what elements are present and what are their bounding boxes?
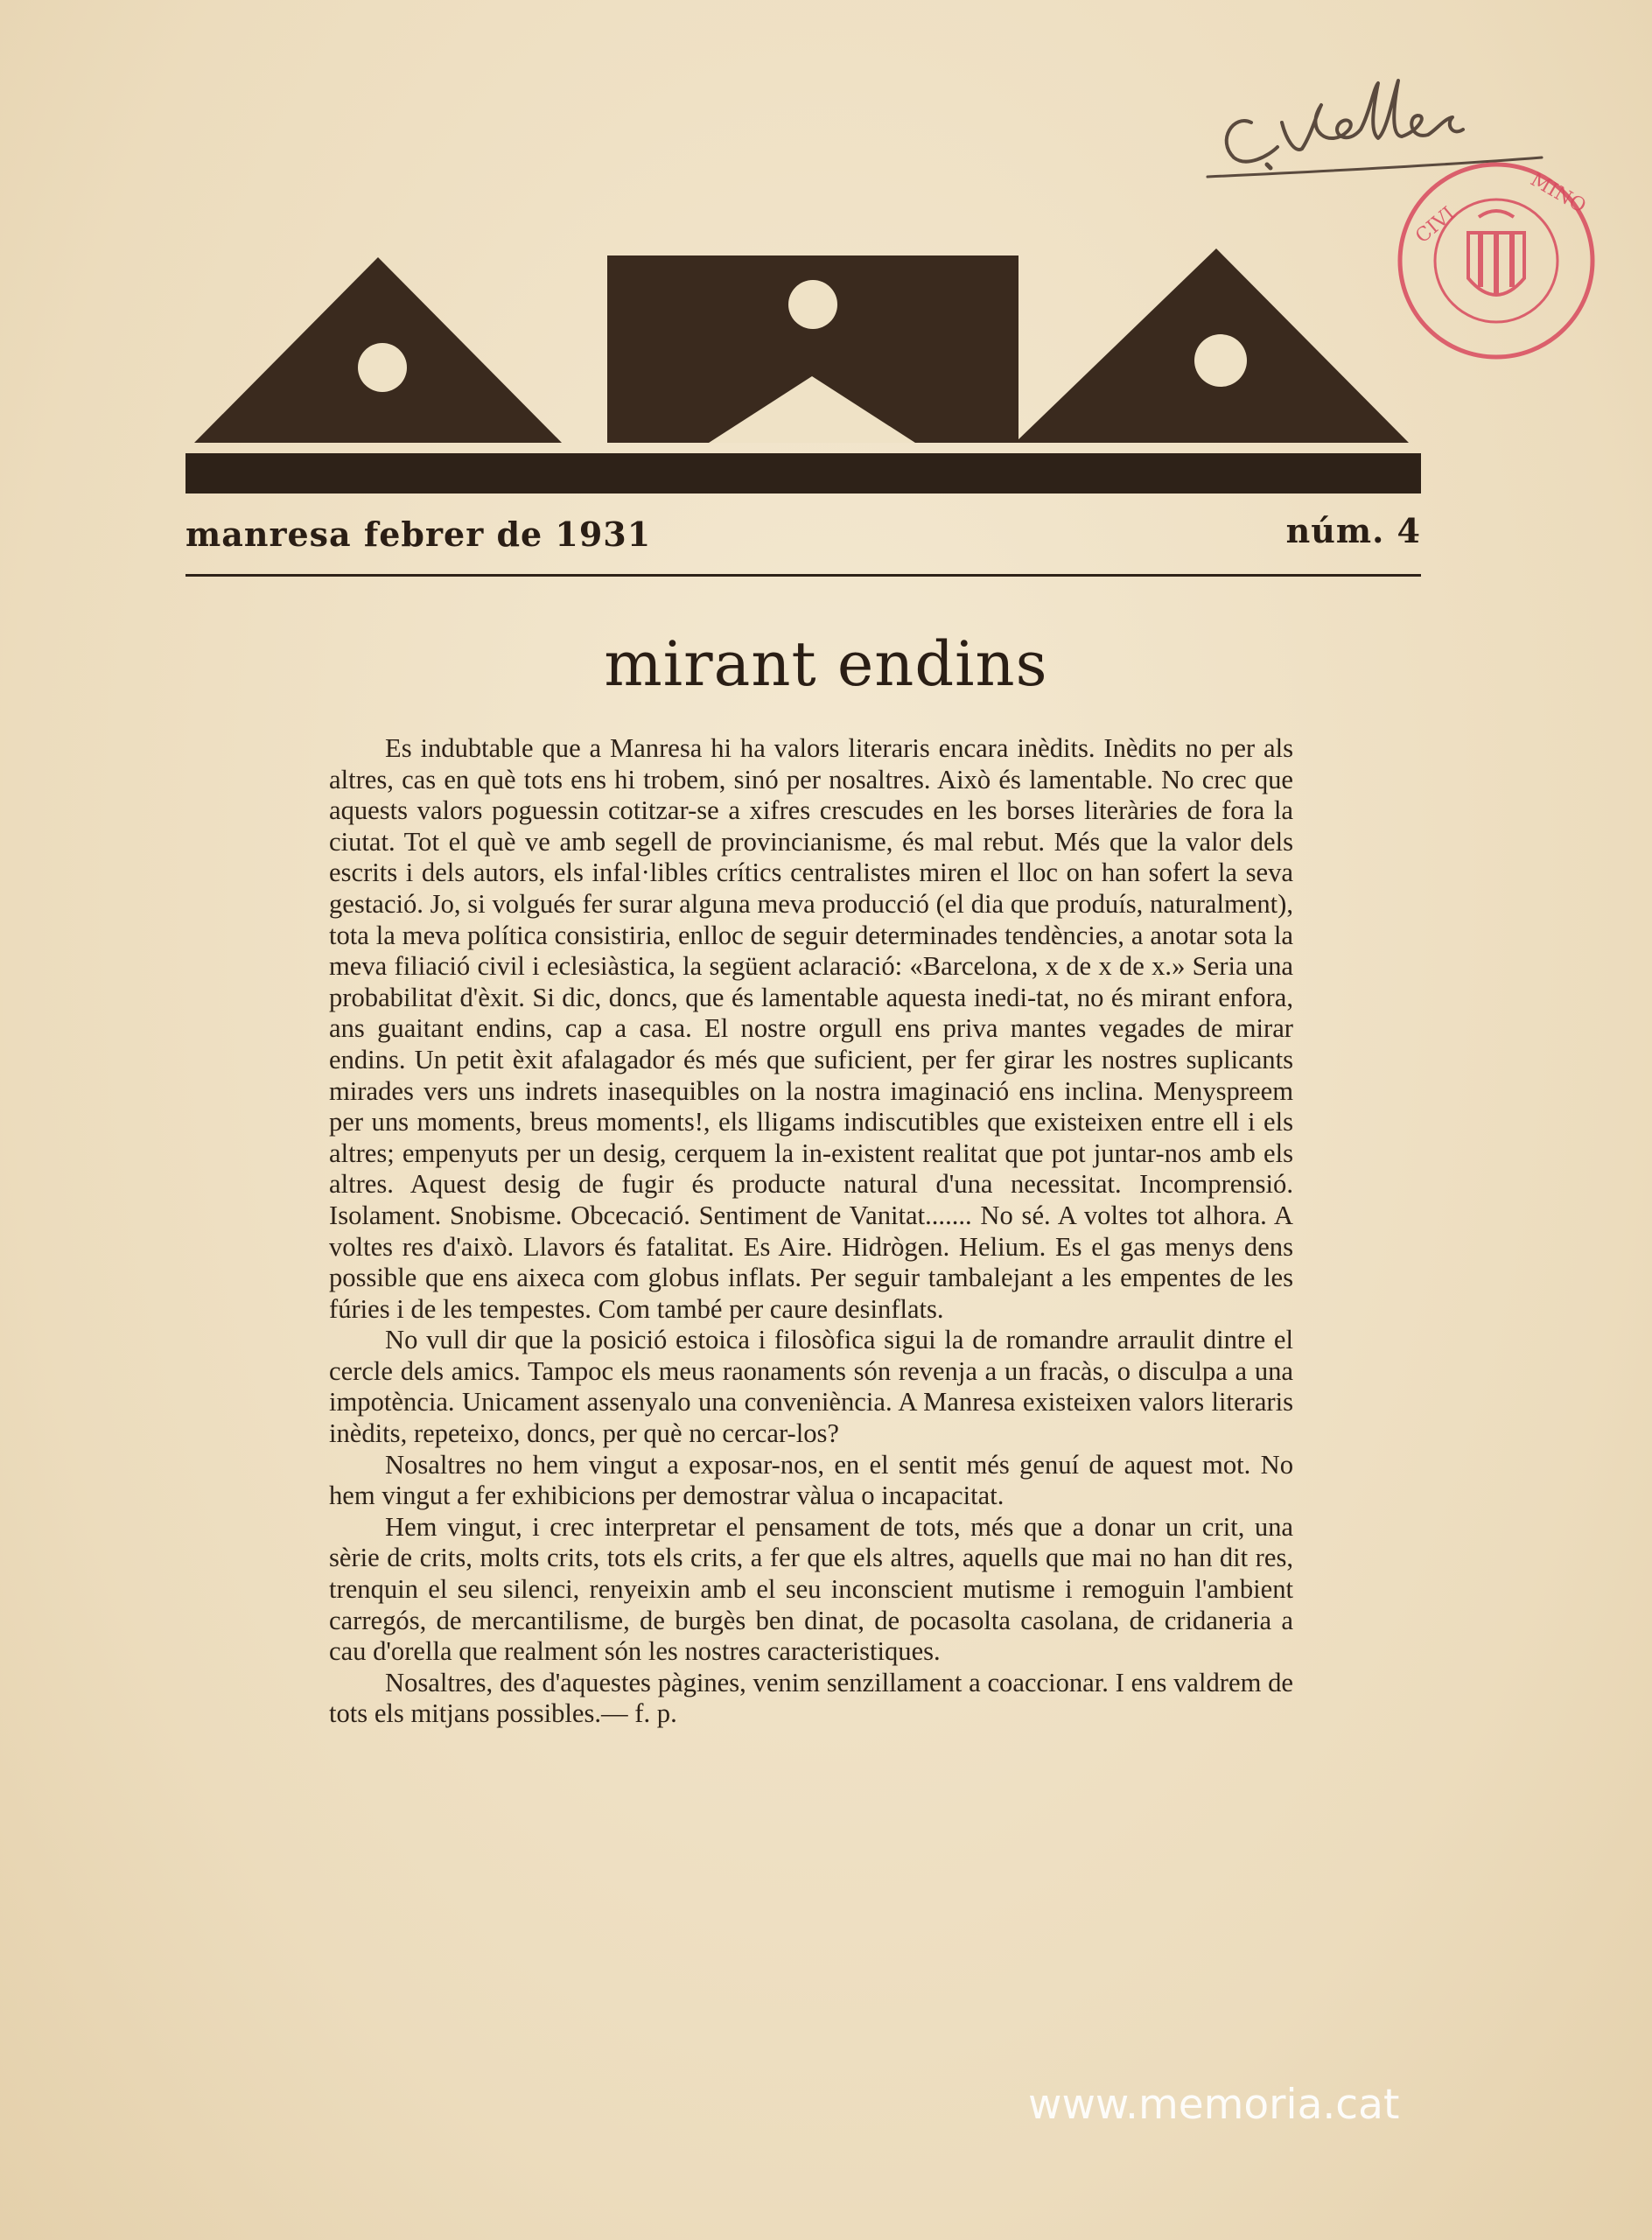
source-watermark: www.memoria.cat [1028, 2081, 1400, 2129]
issue-number: núm. 4 [1285, 511, 1421, 550]
svg-text:CIVI: CIVI [1411, 202, 1460, 248]
svg-text:MINO: MINO [1526, 168, 1590, 218]
article-body [329, 733, 1293, 1730]
article-paragraph: Nosaltres, des d'aquestes pàgines, venim senzillament a coaccionar. I ens valdrem de tots els mitjans possibles.— f. p. [329, 1667, 1293, 1729]
article-paragraph: Hem vingut, i crec interpretar el pensament de tots, més que a donar un crit, una sèrie de crits, molts crits, tots els crits, a fer que els altres, aquells que mai no han dit res, trenquin el seu silenci, renyeixin amb el seu inconscient mutisme i remoguin l'ambient carregós, de mercantilisme, de burgès ben dinat, de pocasolta casolana, de cridaneria a cau d'orella que realment són les nostres caracteristiques. [329, 1511, 1293, 1667]
header-divider [186, 574, 1421, 577]
article-title: mirant endins [604, 628, 1048, 700]
journal-logo [186, 245, 1421, 495]
library-stamp [1391, 156, 1601, 366]
article-paragraph: Nosaltres no hem vingut a exposar-nos, en el sentit més genuí de aquest mot. No hem vingut a fer exhibicions per demostrar vàlua o incapacitat. [329, 1449, 1293, 1511]
article-paragraph: No vull dir que la posició estoica i filosòfica sigui la de romandre arraulit dintre el cercle dels amics. Tampoc els meus raonaments són revenja a un fracàs, o disculpa a una impotència. Unicament assenyalo una conveniència. A Manresa existeixen valors literaris inèdits, repeteixo, doncs, per què no cercar-los? [329, 1325, 1293, 1449]
article-paragraph: Es indubtable que a Manresa hi ha valors literaris encara inèdits. Inèdits no per als altres, cas en què tots ens hi trobem, sinó per nosaltres. Això és lamentable. No crec que aquests valors poguessin cotitzar-se a xifres crescudes en les borses literàries de fora la ciutat. Tot el què ve amb segell de provincianisme, és mal rebut. Més que la valor dels escrits i dels autors, els infal·libles crítics centralistes miren el lloc on han sofert la seva gestació. Jo, si volgués fer surar alguna meva producció (el dia que produís, naturalment), tota la meva política consistiria, enlloc de seguir determinades tendències, a anotar sota la meva filiació civil i eclesiàstica, la següent aclaració: «Barcelona, x de x de x.» Seria una probabilitat d'èxit. Si dic, doncs, que és lamentable aquesta inedi-tat, no és mirant enfora, ans guaitant endins, cap a casa. El nostre orgull ens priva mantes vegades de mirar endins. Un petit èxit afalagador és més que suficient, per fer girar les nostres suplicants mirades vers uns indrets inasequibles on la nostra imaginació ens inclina. Menyspreem per uns moments, breus moments!, els lligams indiscutibles que existeixen entre ell i els altres; empenyuts per un desig, cerquem la in-existent realitat que pot juntar-nos amb els altres. Aquest desig de fugir és producte natural d'una necessitat. Incomprensió. Isolament. Snobisme. Obcecació. Sentiment de Vanitat....... No sé. A voltes tot alhora. A voltes res d'això. Llavors és fatalitat. Es Aire. Hidrògen. Helium. Es el gas menys dens possible que ens aixeca com globus inflats. Per seguir tambalejant a les empentes de les fúries i de les tempestes. Com també per caure desinflats. [329, 733, 1293, 1324]
issue-date: manresa febrer de 1931 [186, 514, 652, 554]
